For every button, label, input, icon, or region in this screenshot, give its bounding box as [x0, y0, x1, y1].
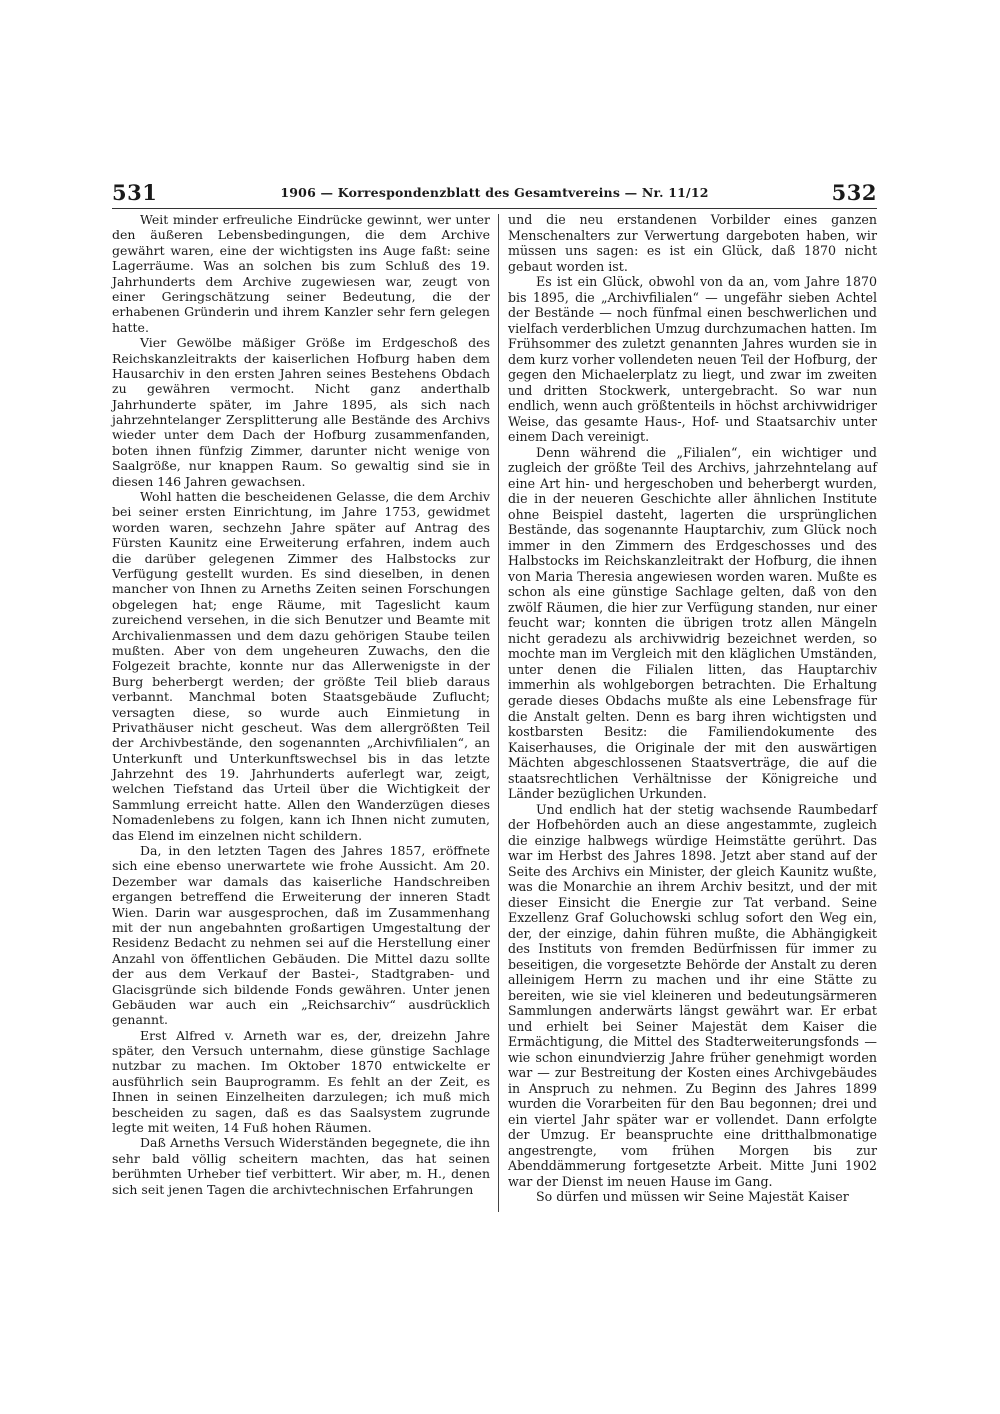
left-column [112, 212, 490, 1197]
paragraph: Da, in den letzten Tagen des Jahres 1857, eröffnete sich eine ebenso unerwartete wie frohe Aussicht. Am 20. Dezember war damals das kaiserliche Handschreiben ergangen betreffend die Erweiterung der inneren Stadt Wien. Darin war ausgesprochen, daß im Zusammenhang mit der nun angebahnten großartigen Umgestaltung der Residenz Bedacht zu nehmen sei auf die Herstellung einer Anzahl von öffentlichen Gebäuden. Die Mittel dazu sollte der aus dem Verkauf der Bastei-, Stadtgraben- und Glacisgründe sich bildende Fonds gewähren. Unter jenen Gebäuden war auch ein „Reichsarchiv“ ausdrücklich genannt. [112, 843, 490, 1028]
running-title: 1906 — Korrespondenzblatt des Gesamtvereins — Nr. 11/12 [280, 185, 709, 200]
page-header [112, 180, 877, 206]
paragraph: Erst Alfred v. Arneth war es, der, dreizehn Jahre später, den Versuch unternahm, diese günstige Sachlage nutzbar zu machen. Im Oktober 1870 entwickelte er ausführlich sein Bauprogramm. Es fehlt an der Zeit, es Ihnen in seinen Einzelheiten darzulegen; ich muß mich bescheiden zu sagen, daß es das Saalsystem zugrunde legte mit weiten, 14 Fuß hohen Räumen. [112, 1027, 490, 1136]
column-divider [498, 214, 499, 1212]
right-column [508, 212, 877, 1205]
paragraph: So dürfen und müssen wir Seine Majestät Kaiser [536, 1189, 849, 1205]
page-number-right: 532 [831, 180, 877, 205]
header-rule [112, 208, 877, 209]
paragraph: Es ist ein Glück, obwohl von da an, vom Jahre 1870 bis 1895, die „Archivfilialen“ — ungefähr sieben Achtel der Bestände — noch fünfmal einen beschwerlichen und vielfach verderblichen Umzug durchzumachen hatten. Im Frühsommer des zuletzt genannten Jahres wurden sie in dem kurz vorher vollendeten neuen Teil der Hofburg, der gegen den Michaelerplatz zu liegt, und zwar im zweiten und dritten Stockwerk, untergebracht. So war nun endlich, wenn auch größtenteils in höchst archivwidriger Weise, das gesamte Haus-, Hof- und Staatsarchiv unter einem Dach vereinigt. [508, 274, 877, 445]
page-number-left: 531 [112, 180, 158, 205]
paragraph: Weit minder erfreuliche Eindrücke gewinnt, wer unter den äußeren Lebensbedingungen, die dem Archive gewährt waren, eine der wichtigsten ins Auge faßt: seine Lagerräume. Was an solchen bis zum Schluß des 19. Jahrhunderts dem Archive zugewiesen war, zeugt von einer Geringschätzung seiner Bedeutung, die der erhabenen Gründerin und ihrem Kanzler sehr fern gelegen hatte. [112, 212, 490, 335]
paragraph: Und endlich hat der stetig wachsende Raumbedarf der Hofbehörden auch an diese angestammte, zugleich die einzige halbwegs würdige Heimstätte gerührt. Das war im Herbst des Jahres 1898. Jetzt aber stand auf der Seite des Archivs ein Minister, der gleich Kaunitz wußte, was die Monarchie an ihrem Archiv besitzt, und der mit dieser Einsicht die Energie zur Tat verband. Seine Exzellenz Graf Goluchowski schlug sofort den Weg ein, der, der einzige, dahin führen mußte, die Abhängigkeit des Instituts von fremden Bedürfnissen für immer zu beseitigen, die vorgesetzte Behörde der Anstalt zu deren alleinigem Herrn zu machen und ihr eine Stätte zu bereiten, wie sie viel kleineren und bedeutungsärmeren Sammlungen anderwärts längst gewährt war. Er erbat und erhielt bei Seiner Majestät dem Kaiser die Ermächtigung, die Mittel des Stadterweiterungsfonds — wie schon einundvierzig Jahre früher genehmigt worden war — zur Bestreitung der Kosten eines Archivgebäudes in Anspruch zu nehmen. Zu Beginn des Jahres 1899 wurden die Vorarbeiten für den Bau begonnen; drei und ein viertel Jahr später war er vollendet. Dann erfolgte der Umzug. Er beanspruchte eine dritthalbmonatige angestrengte, vom frühen Morgen bis zur Abenddämmerung fortgesetzte Arbeit. Mitte Juni 1902 war der Dienst im neuen Hause im Gang. [508, 801, 877, 1189]
paragraph: Daß Arneths Versuch Widerständen begegnete, die ihn sehr bald völlig scheitern machten, das hat seinen berühmten Urheber tief verbittert. Wir aber, m. H., denen sich seit jenen Tagen die archivtechnischen Erfahrungen [112, 1135, 490, 1197]
paragraph: Wohl hatten die bescheidenen Gelasse, die dem Archiv bei seiner ersten Einrichtung, im Jahre 1753, gewidmet worden waren, sechzehn Jahre später auf Antrag des Fürsten Kaunitz eine Erweiterung erfahren, indem auch die darüber gelegenen Zimmer des Halbstocks zur Verfügung gestellt wurden. Es sind dieselben, in denen mancher von Ihnen zu Arneths Zeiten seinen Forschungen obgelegen hat; enge Räume, mit Tageslicht kaum zureichend versehen, in die sich Benutzer und Beamte mit Archivalienmassen und dem dazu gehörigen Staube teilen mußten. Aber von dem ungeheuren Zuwachs, den die Folgezeit brachte, konnte nur das Allerwenigste in der Burg beherbergt werden; der größte Teil blieb daraus verbannt. Manchmal boten Staatsgebäude Zuflucht; versagten diese, so wurde auch Einmietung in Privathäuser nicht gescheut. Was dem allergrößten Teil der Archivbestände, den sogenannten „Archivfilialen“, an Unterkunft und Unterkunftswechsel bis in das letzte Jahrzehnt des 19. Jahrhunderts auferlegt war, zeigt, welchen Tiefstand das Urteil über die Wichtigkeit der Sammlung erreicht hatte. Allen den Wanderzügen dieses Nomadenlebens zu folgen, kann ich Ihnen nicht zumuten, das Elend im einzelnen nicht schildern. [112, 489, 490, 843]
paragraph: Vier Gewölbe mäßiger Größe im Erdgeschoß des Reichskanzleitrakts der kaiserlichen Hofburg haben dem Hausarchiv in den ersten Jahren seines Bestehens Obdach zu gewähren vermocht. Nicht ganz anderthalb Jahrhunderte später, im Jahre 1895, als sich nach jahrzehntelanger Zersplitterung alle Bestände des Archivs wieder unter dem Dach der Hofburg zusammenfanden, boten ihnen fünfzig Zimmer, darunter nicht wenige von Saalgröße, nur knappen Raum. So gewaltig sind sie in diesen 146 Jahren gewachsen. [112, 335, 490, 489]
paragraph: Denn während die „Filialen“, ein wichtiger und zugleich der größte Teil des Archivs, jahrzehntelang auf eine Art hin- und hergeschoben und beherbergt wurden, die in der neueren Geschichte aller ähnlichen Institute ohne Beispiel dasteht, lagerten die ursprünglichen Bestände, das sogenannte Hauptarchiv, zum Glück noch immer in den Zimmern des Erdgeschosses und des Halbstocks im Reichskanzleitrakt der Hofburg, die ihnen von Maria Theresia angewiesen worden waren. Mußte es schon als eine günstige Sachlage gelten, daß von den zwölf Räumen, die hier zur Verfügung standen, nur einer feucht war; konnten die übrigen trotz allen Mängeln nicht geradezu als archivwidrig bezeichnet werden, so mochte man im Vergleich mit den kläglichen Umständen, unter denen die Filialen litten, das Hauptarchiv immerhin als wohlgeborgen betrachten. Die Erhaltung gerade dieses Obdachs mußte als eine Lebensfrage für die Anstalt gelten. Denn es barg ihren wichtigsten und kostbarsten Besitz: die Familiendokumente des Kaiserhauses, die Originale der mit den auswärtigen Mächten abgeschlossenen Staatsverträge, die auf die staatsrechtlichen Verhältnisse der Königreiche und Länder bezüglichen Urkunden. [508, 444, 877, 802]
paragraph: und die neu erstandenen Vorbilder eines ganzen Menschenalters zur Verwertung dargeboten haben, wir müssen uns sagen: es ist ein Glück, daß 1870 nicht gebaut worden ist. [508, 212, 877, 274]
